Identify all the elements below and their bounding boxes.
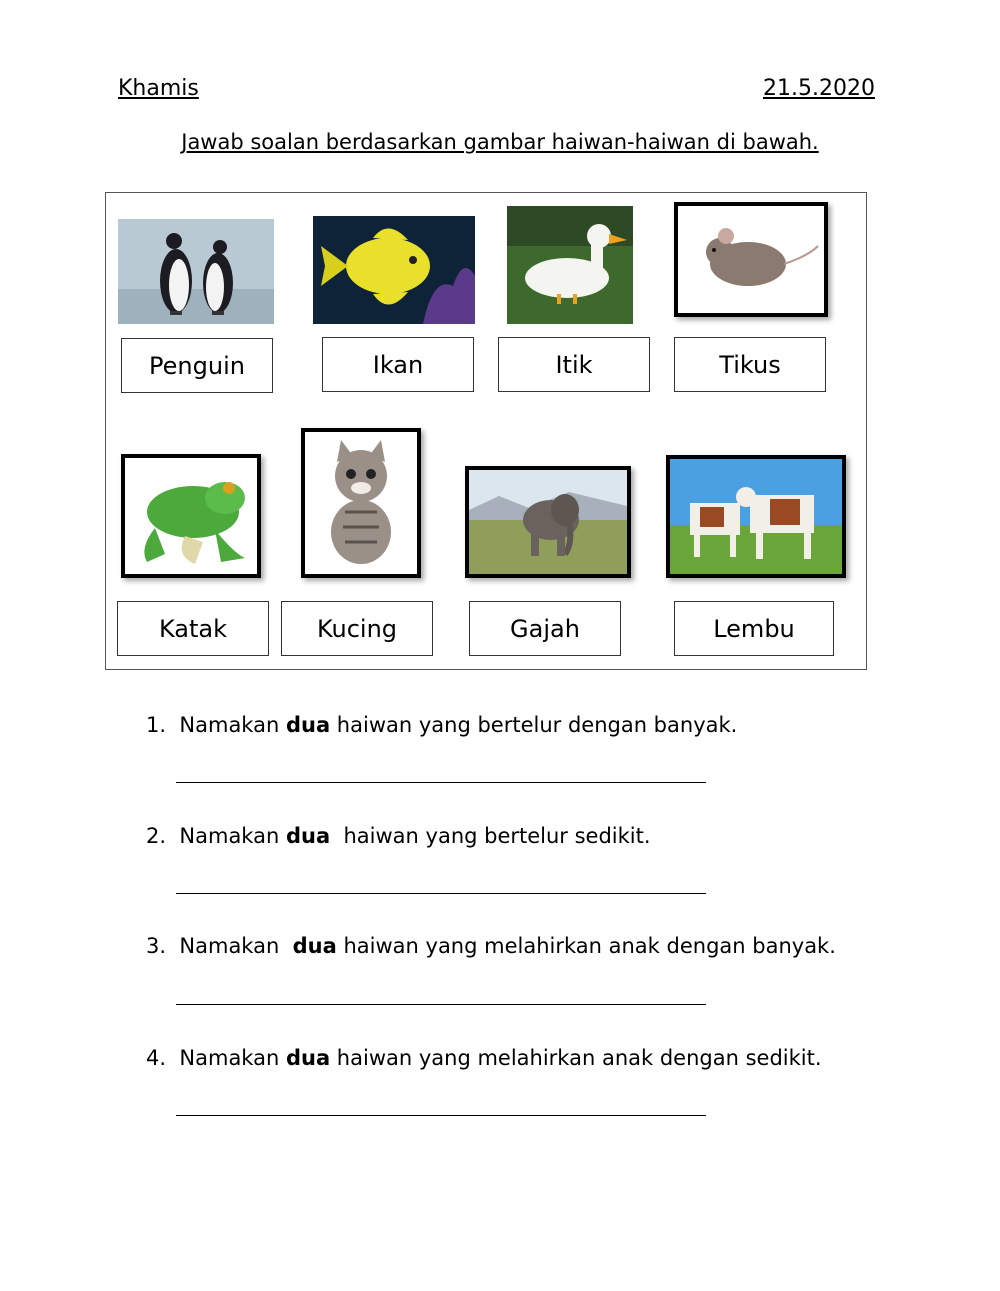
question-2: 2. Namakan dua haiwan yang bertelur sedikit. <box>146 824 651 848</box>
penguin-photo <box>118 219 274 324</box>
animal-label: Ikan <box>322 337 474 392</box>
answer-line-2[interactable] <box>176 893 706 894</box>
animal-label: Kucing <box>281 601 433 656</box>
animal-label: Gajah <box>469 601 621 656</box>
cow-photo <box>666 455 846 578</box>
day-label: Khamis <box>118 76 199 101</box>
fish-photo <box>313 216 475 324</box>
animal-label: Katak <box>117 601 269 656</box>
duck-photo <box>507 206 633 324</box>
animal-label: Itik <box>498 337 650 392</box>
answer-line-3[interactable] <box>176 1004 706 1005</box>
answer-line-4[interactable] <box>176 1115 706 1116</box>
frog-photo <box>121 454 261 578</box>
question-1: 1. Namakan dua haiwan yang bertelur dengan banyak. <box>146 713 738 737</box>
animal-label: Lembu <box>674 601 834 656</box>
answer-line-1[interactable] <box>176 782 706 783</box>
animal-label: Penguin <box>121 338 273 393</box>
date-label: 21.5.2020 <box>763 76 875 101</box>
question-4: 4. Namakan dua haiwan yang melahirkan anak dengan sedikit. <box>146 1046 822 1070</box>
elephant-photo <box>465 466 631 578</box>
instruction-text: Jawab soalan berdasarkan gambar haiwan-haiwan di bawah. <box>181 130 819 154</box>
question-3: 3. Namakan dua haiwan yang melahirkan anak dengan banyak. <box>146 934 836 958</box>
animal-label: Tikus <box>674 337 826 392</box>
mouse-photo <box>674 202 828 317</box>
cat-photo <box>301 428 421 578</box>
